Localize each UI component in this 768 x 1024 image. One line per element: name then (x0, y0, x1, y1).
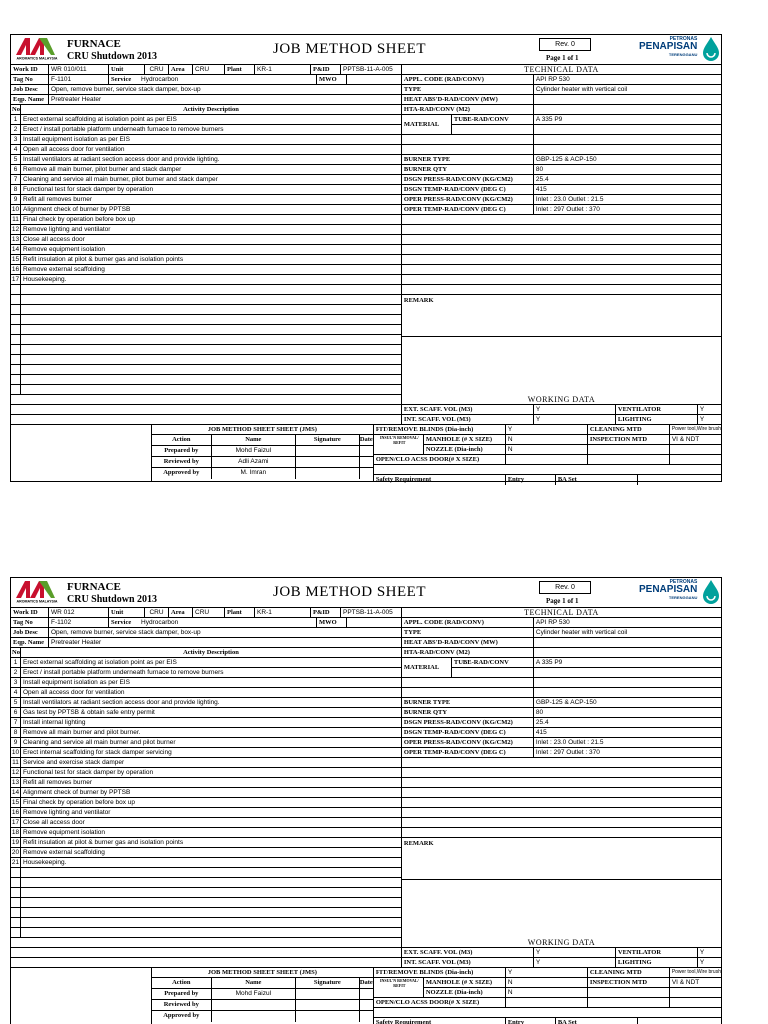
type-row: TYPE Cylinder heater with vertical coil (402, 628, 721, 638)
technical-data-title: TECHNICAL DATA (402, 65, 721, 75)
activity-description: Housekeeping. (23, 859, 67, 866)
activity-row (11, 125, 401, 135)
activity-number: 2 (11, 668, 21, 677)
int-scaff-row: INT. SCAFF. VOL (M3) Y LIGHTING Y (402, 958, 721, 968)
brand-name: PENAPISAN (639, 584, 698, 595)
activity-row (11, 305, 401, 315)
activity-description: Erect external scaffolding at isolation point as per EIS (23, 659, 177, 666)
activity-description (21, 918, 401, 927)
activity-number: 8 (11, 185, 21, 194)
sheet-title: JOB METHOD SHEET (273, 41, 426, 57)
activity-description (21, 355, 401, 364)
activity-number: 2 (11, 125, 21, 134)
open-door-row: OPEN/CLO ACSS DOOR(# X SIZE) (374, 455, 721, 465)
activity-row (11, 265, 401, 275)
activity-number (11, 315, 21, 324)
activity-row (11, 738, 401, 748)
type-row: TYPE Cylinder heater with vertical coil (402, 85, 721, 95)
activity-row (11, 215, 401, 225)
activity-number: 10 (11, 749, 20, 756)
activity-description: Install internal lighting (23, 719, 86, 726)
remark-box: REMARK (402, 295, 721, 337)
equipment-row: Eqp. Name Pretreater Heater (11, 95, 401, 105)
activity-number: 3 (11, 678, 21, 687)
activity-number (11, 355, 21, 364)
signoff-table: JOB METHOD SHEET SHEET (JMS) Action Name Signature Date Prepared by Mohd Faizul Reviewed by Adli Azami Approved by M. Imran (152, 425, 374, 481)
activity-number: 3 (11, 135, 21, 144)
working-data-title: WORKING DATA (402, 395, 721, 405)
activity-number (11, 928, 21, 937)
prepared-row: Prepared by Mohd Faizul (152, 989, 373, 1000)
approved-row: Approved by (152, 1011, 373, 1022)
logo-text: AROMATICS MALAYSIA (16, 56, 58, 61)
burner-qty-row: BURNER QTY 80 (402, 165, 721, 175)
activity-description (21, 335, 401, 344)
activity-number: 9 (11, 738, 21, 747)
activity-number: 17 (11, 276, 20, 283)
signoff-table: JOB METHOD SHEET SHEET (JMS) Action Name Signature Date Prepared by Mohd Faizul Reviewed by Approved by (152, 968, 374, 1024)
activity-number: 10 (11, 206, 20, 213)
activity-number: 4 (11, 688, 21, 697)
activity-description: Erect internal scaffolding for stack damper servicing (23, 749, 172, 756)
activity-number (11, 305, 21, 314)
activity-number (11, 878, 21, 887)
activity-number: 11 (11, 215, 21, 224)
activity-number: 12 (11, 769, 20, 776)
revision-box: Rev. 0 (539, 581, 591, 594)
activity-description (21, 315, 401, 324)
activity-description: Remove external scaffolding (23, 266, 105, 273)
activity-number: 18 (11, 829, 20, 836)
jms-section (11, 425, 721, 481)
working-section (11, 395, 721, 425)
activity-row (11, 225, 401, 235)
activity-row (11, 315, 401, 325)
activity-row (11, 285, 401, 295)
dsgn-temp-row: DSGN TEMP-RAD/CONV (DEG C) 415 (402, 728, 721, 738)
activity-row (11, 888, 401, 898)
tag-row: Tag No F-1101 Service Hydrocarbon MWO (11, 75, 401, 85)
activity-description (21, 345, 401, 354)
brand-sub: TERENGGANU (668, 52, 698, 57)
petronas-brand (639, 36, 697, 57)
activity-row (11, 678, 401, 688)
activity-number: 19 (11, 839, 20, 846)
activity-row (11, 145, 401, 155)
activity-number: 1 (11, 115, 21, 124)
activity-description (21, 375, 401, 384)
open-door-row: OPEN/CLO ACSS DOOR(# X SIZE) (374, 998, 721, 1008)
activity-row (11, 275, 401, 285)
oper-press-row: OPER PRESS-RAD/CONV (KG/CM2) Inlet : 23.0 Outlet : 21.5 (402, 195, 721, 205)
activity-row (11, 898, 401, 908)
activity-number: 17 (11, 819, 20, 826)
activity-row (11, 818, 401, 828)
activity-number: 12 (11, 226, 20, 233)
activity-description: Open all access door for ventilation (23, 689, 125, 696)
ext-scaff-row: EXT. SCAFF. VOL (M3) Y VENTILATOR Y (402, 405, 721, 415)
activity-description: Refit insulation at pilot & burner gas and isolation points (23, 256, 184, 263)
burner-type-row: BURNER TYPE GBP-125 & ACP-150 (402, 155, 721, 165)
furnace-title: FURNACE (67, 38, 121, 50)
appl-code-row: APPL. CODE (RAD/CONV) API RP 530 (402, 618, 721, 628)
appl-code-row: APPL. CODE (RAD/CONV) API RP 530 (402, 75, 721, 85)
right-panel (402, 65, 721, 395)
jms-section (11, 968, 721, 1024)
activity-row (11, 828, 401, 838)
activity-description: Install equipment isolation as per EIS (23, 136, 130, 143)
activity-row (11, 255, 401, 265)
activity-row (11, 718, 401, 728)
equipment-row: Eqp. Name Pretreater Heater (11, 638, 401, 648)
activity-row (11, 185, 401, 195)
activity-number: 14 (11, 789, 20, 796)
sheet-title: JOB METHOD SHEET (273, 584, 426, 600)
activity-row (11, 115, 401, 125)
activity-row (11, 165, 401, 175)
activity-description: Remove external scaffolding (23, 849, 105, 856)
activity-number: 13 (11, 779, 20, 786)
activity-number (11, 345, 21, 354)
activity-row (11, 768, 401, 778)
activity-row (11, 778, 401, 788)
activity-number: 15 (11, 256, 20, 263)
hta-row: HTA-RAD/CONV (M2) (402, 105, 721, 115)
activity-number: 16 (11, 266, 20, 273)
dsgn-press-row: DSGN PRESS-RAD/CONV (KG/CM2) 25.4 (402, 718, 721, 728)
activity-number: 6 (11, 708, 21, 717)
int-scaff-row: INT. SCAFF. VOL (M3) Y LIGHTING Y (402, 415, 721, 425)
job-method-sheet (10, 34, 722, 482)
activity-number: 14 (11, 246, 20, 253)
oper-press-row: OPER PRESS-RAD/CONV (KG/CM2) Inlet : 23.0 Outlet : 21.5 (402, 738, 721, 748)
petronas-drop-icon (701, 36, 721, 62)
brand-top: PETRONAS (669, 36, 698, 42)
activity-number: 21 (11, 859, 20, 866)
activity-row (11, 798, 401, 808)
activity-number: 7 (11, 718, 21, 727)
activity-description (21, 285, 401, 294)
oper-temp-row: OPER TEMP-RAD/CONV (DEG C) Inlet : 297 Outlet : 370 (402, 748, 721, 758)
tag-row: Tag No F-1102 Service Hydrocarbon MWO (11, 618, 401, 628)
activity-row (11, 698, 401, 708)
activity-row (11, 668, 401, 678)
technical-data-title: TECHNICAL DATA (402, 608, 721, 618)
activity-number (11, 365, 21, 374)
revision-box: Rev. 0 (539, 38, 591, 51)
activity-number (11, 868, 21, 877)
activity-description: Refit all removes burner (23, 779, 92, 786)
activity-row (11, 708, 401, 718)
burner-type-row: BURNER TYPE GBP-125 & ACP-150 (402, 698, 721, 708)
activity-number (11, 325, 21, 334)
activity-number (11, 335, 21, 344)
activity-row (11, 345, 401, 355)
activity-row (11, 728, 401, 738)
approved-row: Approved by M. Imran (152, 468, 373, 479)
activity-row (11, 355, 401, 365)
activity-number (11, 888, 21, 897)
activity-row (11, 245, 401, 255)
activity-number: 9 (11, 195, 21, 204)
activity-description (21, 868, 401, 877)
activity-description: Housekeeping. (23, 276, 67, 283)
activity-description: Alignment check of burner by PPTSB (23, 789, 131, 796)
activity-row (11, 335, 401, 345)
activity-description: Final check by operation before box up (23, 216, 136, 223)
activity-row (11, 908, 401, 918)
activity-row (11, 788, 401, 798)
working-data-title: WORKING DATA (402, 938, 721, 948)
page-number: Page 1 of 1 (546, 597, 579, 605)
left-panel (11, 65, 402, 395)
activity-description: Close all access door (23, 819, 85, 826)
activity-number: 5 (11, 698, 21, 707)
activity-description: Remove lighting and ventilator (23, 809, 111, 816)
activity-description: Service and exercise stack damper (23, 759, 125, 766)
activity-row (11, 918, 401, 928)
activity-description: Install ventilators at radiant section access door and provide lighting. (23, 699, 220, 706)
activity-number (11, 285, 21, 294)
activity-description (21, 888, 401, 897)
activity-header-row: No Activity Description (11, 105, 401, 115)
activity-description: Alignment check of burner by PPTSB (23, 206, 131, 213)
activity-row (11, 365, 401, 375)
activity-row (11, 848, 401, 858)
material-row: MATERIAL TUBE-RAD/CONV A 335 P9 (402, 115, 721, 135)
job-desc-row: Job Desc Open, remove burner, service stack damper, box-up (11, 85, 401, 95)
working-data-lower (374, 425, 721, 481)
dsgn-press-row: DSGN PRESS-RAD/CONV (KG/CM2) 25.4 (402, 175, 721, 185)
activity-number: 8 (11, 728, 21, 737)
hta-row: HTA-RAD/CONV (M2) (402, 648, 721, 658)
activity-number (11, 385, 21, 394)
page-gap (0, 543, 768, 573)
insulation-row: INSUL'N REMOVAL/ REFIT MANHOLE (# X SIZE) NOZZLE (Dia-inch) N N INSPECTION MTD VI & NDT (374, 978, 721, 998)
activity-number: 1 (11, 658, 21, 667)
activity-row (11, 658, 401, 668)
activity-number: 15 (11, 799, 20, 806)
working-data-lower (374, 968, 721, 1024)
activity-number: 4 (11, 145, 21, 154)
activity-description (21, 325, 401, 334)
activity-row (11, 808, 401, 818)
activity-description: Remove equipment isolation (23, 829, 106, 836)
activity-row (11, 385, 401, 395)
activity-description: Refit insulation at pilot & burner gas and isolation points (23, 839, 184, 846)
activity-row (11, 205, 401, 215)
job-method-sheet (10, 577, 722, 1024)
activity-header-row: No Activity Description (11, 648, 401, 658)
activity-description: Cleaning and service all main burner, pilot burner and stack damper (23, 176, 218, 183)
petronas-drop-icon (701, 579, 721, 605)
activity-row (11, 868, 401, 878)
activity-description: Gas test by PPTSB & obtain safe entry permit (23, 709, 155, 716)
activity-description (21, 898, 401, 907)
activity-row (11, 878, 401, 888)
activity-row (11, 375, 401, 385)
activity-row (11, 688, 401, 698)
reviewed-row: Reviewed by (152, 1000, 373, 1011)
activity-description: Install ventilators at radiant section access door and provide lighting. (23, 156, 220, 163)
activity-number: 11 (11, 758, 21, 767)
activity-row (11, 155, 401, 165)
activity-row (11, 928, 401, 938)
safety-row: Safety Requirement Entry BA Set (374, 1018, 721, 1024)
activity-description: Remove all main burner, pilot burner and stack damper (23, 166, 182, 173)
activity-number (11, 295, 21, 304)
aromatics-logo-icon (13, 36, 61, 62)
fit-blinds-row: FIT/REMOVE BLINDS (Dia-inch) Y CLEANING MTD Power tool,Wire brush (375, 426, 721, 433)
activity-description: Refit all removes burner (23, 196, 92, 203)
activity-description: Install equipment isolation as per EIS (23, 679, 130, 686)
burner-qty-row: BURNER QTY 80 (402, 708, 721, 718)
activity-number (11, 375, 21, 384)
activity-description: Erect external scaffolding at isolation point as per EIS (23, 116, 177, 123)
activity-description: Remove all main burner and pilot burner. (23, 729, 141, 736)
activity-list (11, 658, 401, 938)
safety-row: Safety Requirement Entry BA Set (374, 475, 721, 485)
oper-temp-row: OPER TEMP-RAD/CONV (DEG C) Inlet : 297 Outlet : 370 (402, 205, 721, 215)
activity-description: Remove lighting and ventilator (23, 226, 111, 233)
activity-number: 20 (11, 849, 20, 856)
shutdown-title: CRU Shutdown 2013 (67, 594, 158, 605)
furnace-title: FURNACE (67, 581, 121, 593)
activity-row (11, 195, 401, 205)
ext-scaff-row: EXT. SCAFF. VOL (M3) Y VENTILATOR Y (402, 948, 721, 958)
right-panel (402, 608, 721, 938)
left-panel (11, 608, 402, 938)
activity-description: Final check by operation before box up (23, 799, 136, 806)
activity-number: 16 (11, 809, 20, 816)
remark-box: REMARK (402, 838, 721, 880)
material-row: MATERIAL TUBE-RAD/CONV A 335 P9 (402, 658, 721, 678)
activity-row (11, 325, 401, 335)
activity-number: 7 (11, 175, 21, 184)
activity-description: Erect / install portable platform underneath furnace to remove burners (23, 669, 224, 676)
page-number: Page 1 of 1 (546, 54, 579, 62)
aromatics-logo-icon (13, 579, 61, 605)
activity-description (21, 928, 401, 937)
activity-list (11, 115, 401, 395)
insulation-row: INSUL'N REMOVAL/ REFIT MANHOLE (# X SIZE) NOZZLE (Dia-inch) N N INSPECTION MTD VI & NDT (374, 435, 721, 455)
working-section (11, 938, 721, 968)
activity-description: Functional test for stack damper by operation (23, 186, 154, 193)
activity-description: Open all access door for ventilation (23, 146, 125, 153)
activity-row (11, 295, 401, 305)
shutdown-title: CRU Shutdown 2013 (67, 51, 158, 62)
activity-number: 6 (11, 165, 21, 174)
activity-row (11, 135, 401, 145)
activity-number (11, 908, 21, 917)
activity-row (11, 175, 401, 185)
logo-text: AROMATICS MALAYSIA (16, 599, 58, 604)
sheet-header (11, 35, 721, 65)
activity-row (11, 235, 401, 245)
activity-number (11, 898, 21, 907)
activity-row (11, 748, 401, 758)
activity-description: Cleaning and service all main burner and pilot burner (23, 739, 176, 746)
activity-row (11, 838, 401, 848)
sheet-header (11, 578, 721, 608)
reviewed-row: Reviewed by Adli Azami (152, 457, 373, 468)
brand-name: PENAPISAN (639, 41, 698, 52)
activity-description (21, 365, 401, 374)
work-id-row: Work ID WR 010/011 Unit CRU Area CRU Plant KR-1 P&ID PPTSB-11-A-005 (11, 65, 401, 75)
activity-description: Remove equipment isolation (23, 246, 106, 253)
activity-number: 13 (11, 236, 20, 243)
activity-description (21, 385, 401, 394)
fit-blinds-row: FIT/REMOVE BLINDS (Dia-inch) Y CLEANING MTD Power tool,Wire brush (375, 969, 721, 976)
brand-sub: TERENGGANU (668, 595, 698, 600)
activity-row (11, 858, 401, 868)
activity-description (21, 295, 401, 304)
activity-description (21, 878, 401, 887)
activity-description: Close all access door (23, 236, 85, 243)
brand-top: PETRONAS (669, 579, 698, 585)
activity-description: Erect / install portable platform underneath furnace to remove burners (23, 126, 224, 133)
job-desc-row: Job Desc Open, remove burner, service stack damper, box-up (11, 628, 401, 638)
petronas-brand (639, 579, 697, 600)
dsgn-temp-row: DSGN TEMP-RAD/CONV (DEG C) 415 (402, 185, 721, 195)
heat-row: HEAT ABS'D-RAD/CONV (MW) (402, 95, 721, 105)
activity-description (21, 305, 401, 314)
prepared-row: Prepared by Mohd Faizul (152, 446, 373, 457)
activity-number (11, 918, 21, 927)
activity-description (21, 908, 401, 917)
activity-number: 5 (11, 155, 21, 164)
heat-row: HEAT ABS'D-RAD/CONV (MW) (402, 638, 721, 648)
activity-description: Functional test for stack damper by operation (23, 769, 154, 776)
work-id-row: Work ID WR 012 Unit CRU Area CRU Plant KR-1 P&ID PPTSB-11-A-005 (11, 608, 401, 618)
activity-row (11, 758, 401, 768)
